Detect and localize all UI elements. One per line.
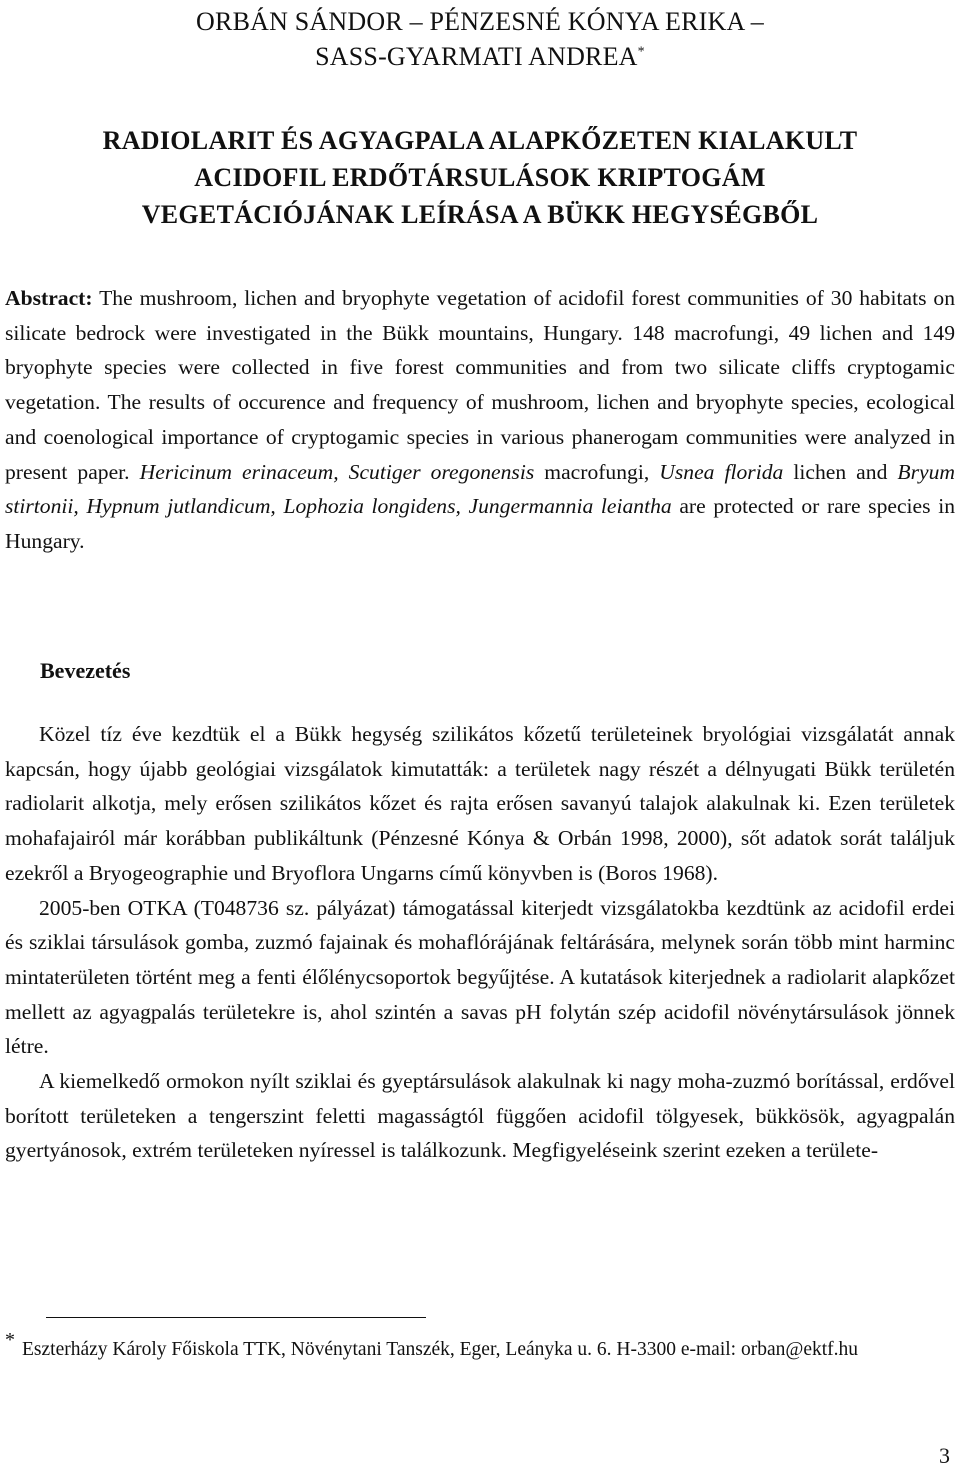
section-heading: Bevezetés (40, 658, 131, 683)
abstract-species-1: Hericinum erinaceum, Scutiger oregonensis (139, 459, 535, 484)
title-line-3: VEGETÁCIÓJÁNAK LEÍRÁSA A BÜKK HEGYSÉGBŐL (141, 200, 819, 229)
abstract-text-1: The mushroom, lichen and bryophyte vegetation of acidofil forest communities of 30 habitats on silicate bedrock were investigated in the Bükk mountains, Hungary. 148 macrofungi, 49 lichen and 149 bryophyte species were collected in five forest communities and from two silicate cliffs cryptogamic vegetation. The results of occurence and frequency of mushroom, lichen and bryophyte species, ecological and coenological importance of cryptogamic species in various phanerogam communities were analyzed in present paper. (5, 286, 955, 484)
abstract-species-3: Bryum stirtonii, Hypnum jutlandicum, Lophozia longidens, Jungermannia leiantha (5, 459, 955, 519)
footnote (5, 1329, 955, 1365)
footnote-mark: * (5, 1329, 15, 1351)
paper-title (0, 122, 960, 233)
page-number: 3 (939, 1443, 950, 1468)
abstract-species-2: Usnea florida (659, 459, 784, 484)
abstract-text-2: macrofungi, (534, 459, 660, 484)
author-line-2 (0, 39, 960, 74)
body-paragraph-3: A kiemelkedő ormokon nyílt sziklai és gyeptársulások alakulnak ki nagy moha-zuzmó borítással, erdővel borított területeken a tengerszint feletti magasságtól függően acidofil tölgyesek, bükkösök, agyagpalán gyertyánosok, extrém területeken nyíressel is találkozunk. Megfigyeléseink szerint ezeken a területe- (5, 1069, 955, 1163)
title-line-1: RADIOLARIT ÉS AGYAGPALA ALAPKŐZETEN KIALAKULT (102, 126, 858, 155)
footnote-text: Eszterházy Károly Főiskola TTK, Növénytani Tanszék, Eger, Leányka u. 6. H-3300 e-mail: orban@ektf.hu (22, 1339, 859, 1360)
title-line-2: ACIDOFIL ERDŐTÁRSULÁSOK KRIPTOGÁM (194, 163, 766, 192)
author-line-2-text: SASS-GYARMATI ANDREA (315, 42, 638, 71)
author-line-1: ORBÁN SÁNDOR – PÉNZESNÉ KÓNYA ERIKA – (196, 7, 764, 36)
abstract-text-3: lichen and (783, 459, 898, 484)
abstract-label: Abstract: (5, 286, 93, 310)
abstract (5, 281, 955, 559)
body-paragraph-2: 2005-ben OTKA (T048736 sz. pályázat) támogatással kiterjedt vizsgálatokba kezdtünk az acidofil erdei és sziklai társulások gomba, zuzmó fajainak és mohaflórájának feltárására, melynek során több mint harminc mintaterületen történt meg a fenti élőlénycsoportok begyűjtése. A kutatások kiterjednek a radiolarit alapkőzet mellett az agyagpalás területekre is, ahol szintén a savas pH folytán szép acidofil növénytársulások jönnek létre. (5, 895, 955, 1059)
author-list (0, 4, 960, 74)
body-text (5, 717, 955, 1168)
author-footnote-mark: * (637, 44, 645, 60)
body-paragraph-1: Közel tíz éve kezdtük el a Bükk hegység szilikátos kőzetű területeinek bryológiai vizsgálatát annak kapcsán, hogy újabb geológiai vizsgálatok kimutatták: a területek nagy részét a délnyugati Bükk területén radiolarit alkotja, mely erősen szilikátos kőzet és rajta erősen savanyú talajok alakulnak ki. Ezen területek mohafajairól már korábban publikáltunk (Pénzesné Kónya & Orbán 1998, 2000), sőt adatok sorát találjuk ezekről a Bryogeographie und Bryoflora Ungarns című könyvben is (Boros 1968). (5, 722, 955, 885)
footnote-rule (46, 1317, 426, 1318)
abstract-text-4: are protected or rare species in Hungary. (5, 494, 955, 553)
